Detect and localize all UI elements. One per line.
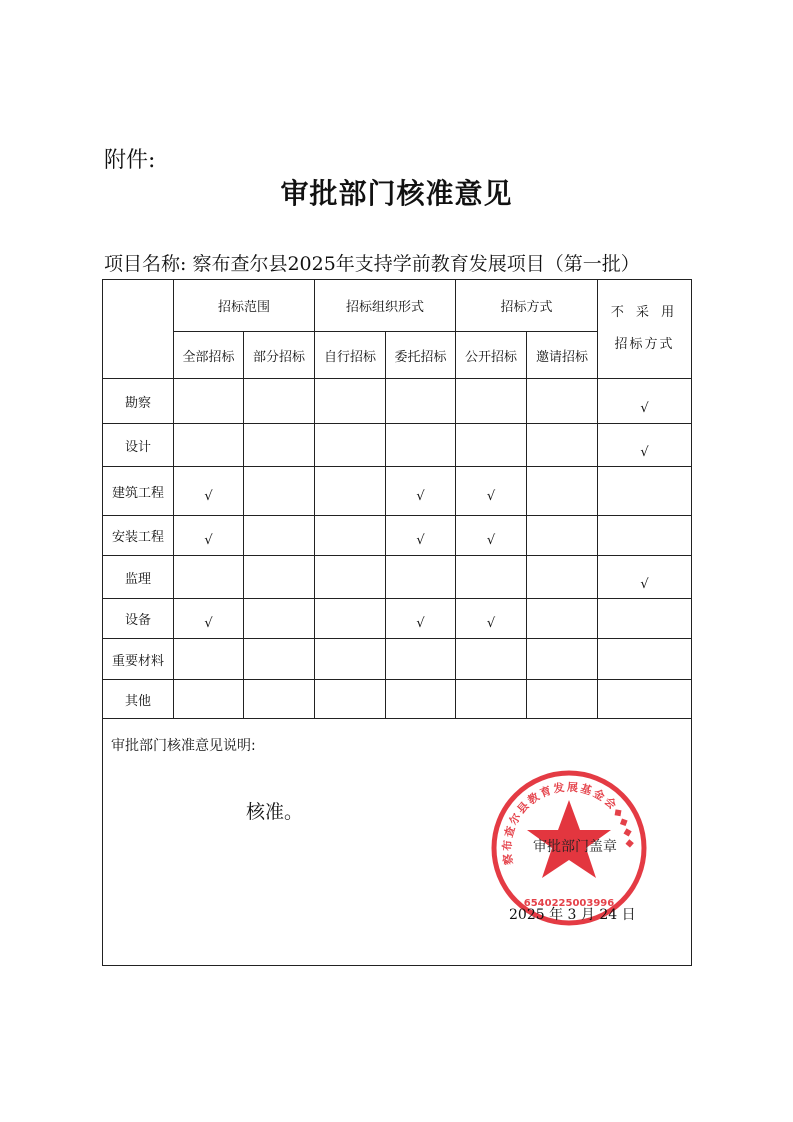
cell-self bbox=[315, 467, 386, 516]
cell-entrusted bbox=[386, 556, 456, 599]
cell-invited bbox=[527, 379, 598, 424]
cell-partial bbox=[244, 639, 315, 680]
approval-date: 2025 年 3 月 24 日 bbox=[509, 907, 636, 923]
seal-caption: 审批部门盖章 bbox=[533, 839, 617, 855]
table-row bbox=[103, 467, 692, 516]
cell-open bbox=[456, 680, 527, 719]
cell-partial bbox=[244, 467, 315, 516]
subheader-partial: 部分招标 bbox=[244, 332, 315, 379]
cell-all bbox=[174, 424, 244, 467]
approval-opinion: 核准。 bbox=[246, 801, 304, 823]
header-organization: 招标组织形式 bbox=[315, 280, 456, 332]
cell-open: √ bbox=[456, 599, 527, 639]
cell-entrusted bbox=[386, 424, 456, 467]
row-label: 监理 bbox=[103, 556, 174, 599]
approval-table bbox=[102, 279, 692, 966]
cell-not-used: √ bbox=[598, 556, 692, 599]
cell-not-used bbox=[598, 680, 692, 719]
project-name: 项目名称: 察布查尔县2025年支持学前教育发展项目（第一批） bbox=[104, 253, 640, 275]
table-header-row bbox=[103, 280, 692, 332]
row-label: 建筑工程 bbox=[103, 467, 174, 516]
cell-self bbox=[315, 379, 386, 424]
cell-invited bbox=[527, 424, 598, 467]
cell-all: √ bbox=[174, 516, 244, 556]
cell-invited bbox=[527, 516, 598, 556]
attachment-label: 附件: bbox=[104, 148, 156, 173]
notes-row bbox=[103, 719, 692, 966]
cell-self bbox=[315, 556, 386, 599]
cell-all: √ bbox=[174, 467, 244, 516]
cell-invited bbox=[527, 639, 598, 680]
notes-cell bbox=[103, 719, 692, 966]
cell-not-used bbox=[598, 639, 692, 680]
cell-partial bbox=[244, 424, 315, 467]
page-title: 审批部门核准意见 bbox=[280, 177, 513, 210]
cell-partial bbox=[244, 599, 315, 639]
cell-open bbox=[456, 424, 527, 467]
cell-self bbox=[315, 680, 386, 719]
cell-all bbox=[174, 639, 244, 680]
cell-all bbox=[174, 556, 244, 599]
cell-open: √ bbox=[456, 467, 527, 516]
cell-entrusted bbox=[386, 639, 456, 680]
subheader-all: 全部招标 bbox=[174, 332, 244, 379]
cell-invited bbox=[527, 467, 598, 516]
cell-entrusted: √ bbox=[386, 599, 456, 639]
row-label: 重要材料 bbox=[103, 639, 174, 680]
cell-invited bbox=[527, 680, 598, 719]
cell-partial bbox=[244, 516, 315, 556]
header-scope: 招标范围 bbox=[174, 280, 315, 332]
row-label: 安装工程 bbox=[103, 516, 174, 556]
table-row bbox=[103, 556, 692, 599]
notes-label: 审批部门核准意见说明: bbox=[111, 738, 256, 754]
subheader-invited: 邀请招标 bbox=[527, 332, 598, 379]
cell-open bbox=[456, 639, 527, 680]
cell-entrusted bbox=[386, 680, 456, 719]
table-row bbox=[103, 599, 692, 639]
table-row bbox=[103, 424, 692, 467]
cell-partial bbox=[244, 680, 315, 719]
cell-self bbox=[315, 639, 386, 680]
cell-self bbox=[315, 424, 386, 467]
cell-self bbox=[315, 599, 386, 639]
cell-open bbox=[456, 556, 527, 599]
cell-all: √ bbox=[174, 599, 244, 639]
table-row bbox=[103, 680, 692, 719]
header-not-used bbox=[598, 280, 692, 379]
cell-invited bbox=[527, 556, 598, 599]
svg-text:察布查尔县教育发展基金会◆◆◆◆: 察布查尔县教育发展基金会◆◆◆◆ bbox=[500, 780, 638, 866]
cell-partial bbox=[244, 556, 315, 599]
cell-all bbox=[174, 379, 244, 424]
cell-partial bbox=[244, 379, 315, 424]
cell-self bbox=[315, 516, 386, 556]
cell-invited bbox=[527, 599, 598, 639]
row-label: 设计 bbox=[103, 424, 174, 467]
header-not-used-line2: 招标方式 bbox=[614, 337, 675, 352]
cell-not-used bbox=[598, 599, 692, 639]
stamp-number: 6540225003996 bbox=[523, 898, 615, 909]
cell-not-used: √ bbox=[598, 424, 692, 467]
row-label: 勘察 bbox=[103, 379, 174, 424]
table-row bbox=[103, 516, 692, 556]
cell-entrusted: √ bbox=[386, 516, 456, 556]
cell-entrusted bbox=[386, 379, 456, 424]
subheader-entrusted: 委托招标 bbox=[386, 332, 456, 379]
table-row bbox=[103, 379, 692, 424]
subheader-self: 自行招标 bbox=[315, 332, 386, 379]
cell-not-used bbox=[598, 467, 692, 516]
cell-open: √ bbox=[456, 516, 527, 556]
corner-cell bbox=[103, 280, 174, 379]
row-label: 设备 bbox=[103, 599, 174, 639]
cell-not-used: √ bbox=[598, 379, 692, 424]
row-label: 其他 bbox=[103, 680, 174, 719]
header-not-used-line1: 不 采 用 bbox=[610, 305, 679, 320]
cell-entrusted: √ bbox=[386, 467, 456, 516]
cell-all bbox=[174, 680, 244, 719]
header-method: 招标方式 bbox=[456, 280, 598, 332]
table-row bbox=[103, 639, 692, 680]
subheader-open: 公开招标 bbox=[456, 332, 527, 379]
cell-not-used bbox=[598, 516, 692, 556]
cell-open bbox=[456, 379, 527, 424]
